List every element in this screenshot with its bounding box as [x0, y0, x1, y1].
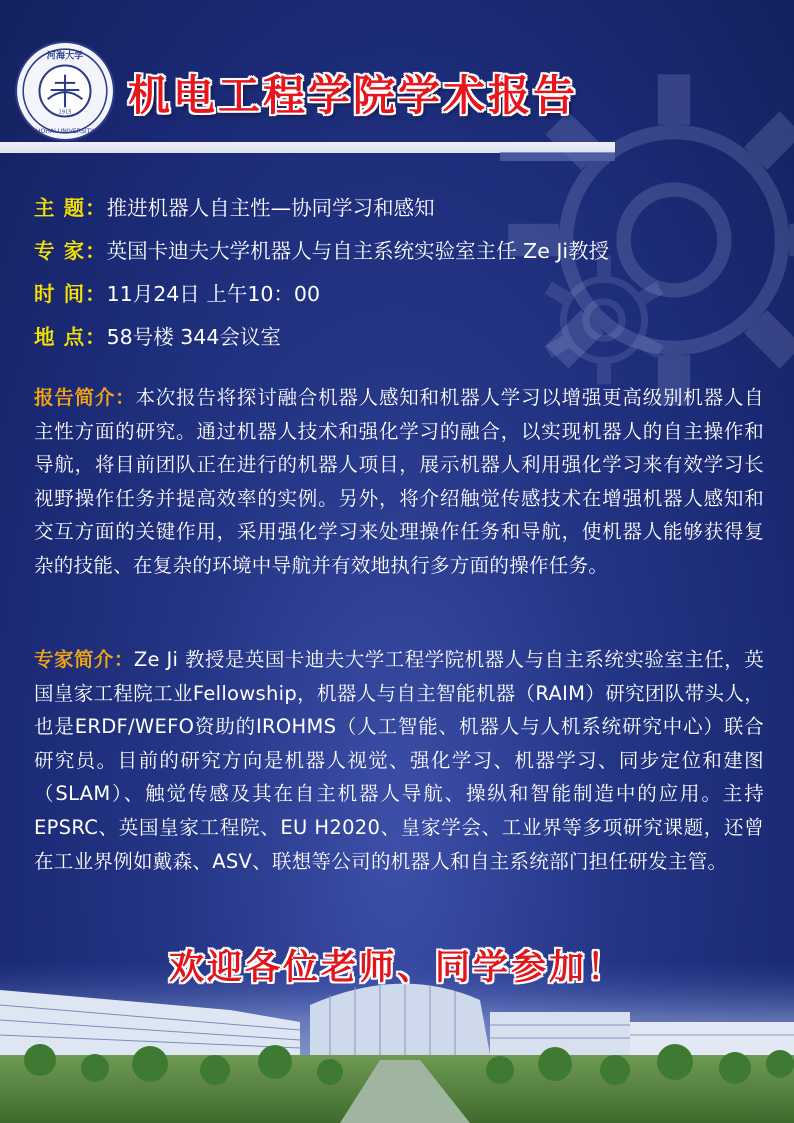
info-value: 11月24日 上午10：00: [106, 282, 320, 306]
university-logo: [14, 40, 116, 142]
logo-year: 1915: [58, 109, 72, 116]
info-row-topic: [34, 192, 774, 235]
report-intro: [34, 381, 764, 583]
info-key: 主 题：: [34, 196, 107, 220]
header-divider-accent: [500, 152, 615, 161]
logo-subtext: HOHAI UNIVERSITY: [35, 127, 95, 135]
welcome-banner: 欢迎各位老师、同学参加！: [168, 947, 625, 988]
expert-intro-label: 专家简介：: [34, 648, 134, 671]
info-row-time: [34, 278, 774, 321]
info-key: 地 点：: [34, 325, 107, 349]
logo-text: 河海大学: [46, 50, 84, 62]
info-key: 时 间：: [34, 282, 107, 306]
info-row-location: [34, 321, 774, 364]
info-value: 英国卡迪夫大学机器人与自主系统实验室主任 Ze Ji教授: [106, 239, 610, 263]
info-row-speaker: [34, 235, 774, 278]
expert-intro: [34, 643, 764, 878]
info-key: 专 家：: [34, 239, 107, 263]
info-value: 推进机器人自主性—协同学习和感知: [106, 196, 435, 220]
event-info: [34, 192, 774, 364]
info-value: 58号楼 344会议室: [106, 325, 281, 349]
report-intro-label: 报告简介：: [34, 386, 136, 409]
page-title: 机电工程学院学术报告: [128, 71, 579, 120]
expert-intro-text: Ze Ji 教授是英国卡迪夫大学工程学院机器人与自主系统实验室主任，英国皇家工程院工业Fellowship，机器人与自主智能机器（RAIM）研究团队带头人，也是ERDF/WEFO资助的IROHMS（人工智能、机器人与人机系统研究中心）联合研究员。目前的研究方向是机器人视觉、强化学习、机器学习、同步定位和建图（SLAM）、触觉传感及其在自主机器人导航、操纵和智能制造中的应用。主持EPSRC、英国皇家工程院、EU H2020、皇家学会、工业界等多项研究课题，还曾在工业界例如戴森、ASV、联想等公司的机器人和自主系统部门担任研发主管。: [34, 648, 764, 873]
report-intro-text: 本次报告将探讨融合机器人感知和机器人学习以增强更高级别机器人自主性方面的研究。通过机器人技术和强化学习的融合，以实现机器人的自主操作和导航，将目前团队正在进行的机器人项目，展示机器人利用强化学习来有效学习长视野操作任务并提高效率的实例。另外，将介绍触觉传感技术在增强机器人感知和交互方面的关键作用，采用强化学习来处理操作任务和导航，使机器人能够获得复杂的技能、在复杂的环境中导航并有效地执行多方面的操作任务。: [34, 386, 764, 577]
